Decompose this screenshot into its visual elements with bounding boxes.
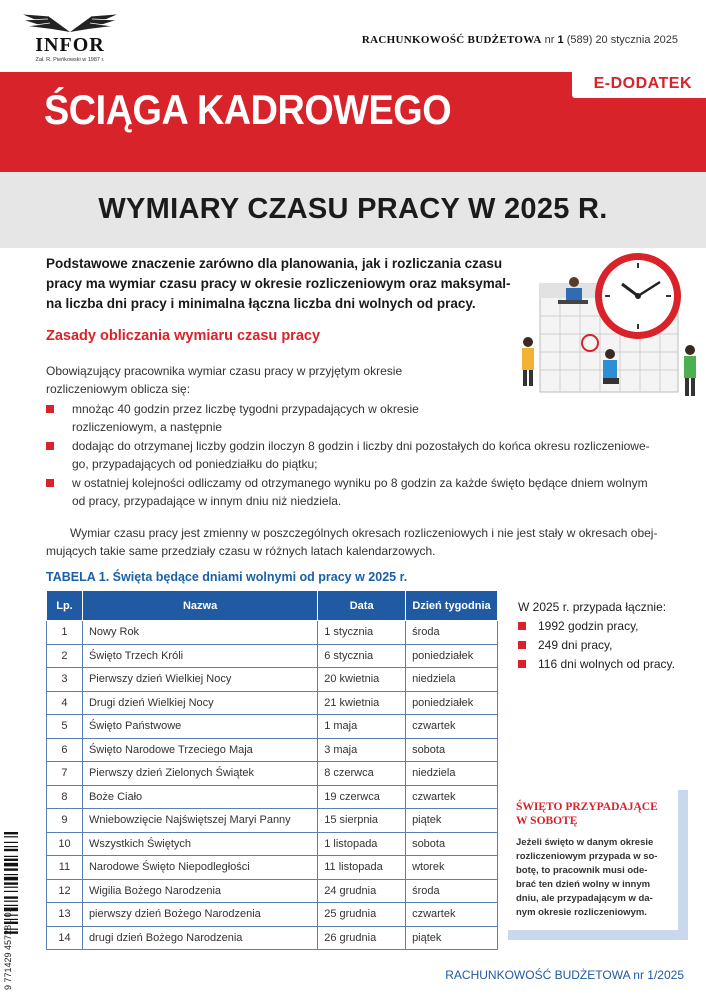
summary-lead: W 2025 r. przypada łącznie: — [518, 600, 667, 614]
section-heading: Zasady obliczania wymiaru czasu pracy — [46, 328, 321, 344]
cell-weekday: czwartek — [406, 715, 498, 739]
footer-publication: RACHUNKOWOŚĆ BUDŻETOWA — [445, 968, 630, 982]
cell-date: 1 listopada — [318, 832, 406, 856]
box-heading — [516, 800, 676, 828]
box-text-line: Jeżeli święto w danym okresie — [516, 837, 654, 848]
cell-name: Święto Narodowe Trzeciego Maja — [82, 738, 317, 762]
clock-icon — [595, 253, 681, 339]
table-row — [47, 926, 498, 950]
cell-name: Wszystkich Świętych — [82, 832, 317, 856]
cell-date: 6 stycznia — [318, 644, 406, 668]
cell-name: Święto Trzech Króli — [82, 644, 317, 668]
logo-subtitle: Zał. R. Pieńkowski w 1987 r. — [35, 57, 105, 63]
list-item-line: w ostatniej kolejności odliczamy od otrzymanego wyniku po 8 godzin za każde święto będące dniem wolnym — [72, 476, 648, 490]
table-row — [47, 856, 498, 880]
box-text-line: botę, to pracownik musi ode- — [516, 865, 648, 876]
cell-weekday: poniedziałek — [406, 644, 498, 668]
cell-name: Wniebowzięcie Najświętszej Maryi Panny — [82, 809, 317, 833]
list-item-line: dodając do otrzymanej liczby godzin iloczyn 8 godzin i liczby dni pozostałych do końca okresu rozliczeniowe- — [72, 439, 650, 453]
lead-line: Obowiązujący pracownika wymiar czasu pracy w przyjętym okresie — [46, 364, 403, 378]
cell-lp: 5 — [47, 715, 83, 739]
cell-date: 19 czerwca — [318, 785, 406, 809]
box-text-line: rozliczeniowym przypada w so- — [516, 851, 658, 862]
cell-lp: 1 — [47, 621, 83, 645]
table-body — [47, 621, 498, 950]
intro-paragraph — [46, 254, 532, 314]
para-line: mujących takie same przedziały czasu w różnych latach kalendarzowych. — [46, 544, 436, 558]
eagle-icon — [18, 12, 122, 34]
holidays-table — [46, 590, 498, 950]
table-row — [47, 621, 498, 645]
table-row — [47, 715, 498, 739]
list-item-line: mnożąc 40 godzin przez liczbę tygodni przypadających w okresie — [72, 402, 419, 416]
lead-line: rozliczeniowym oblicza się: — [46, 382, 191, 396]
barcode-number — [0, 830, 14, 995]
table-row — [47, 903, 498, 927]
clock-calendar-illustration — [510, 250, 706, 412]
cell-date: 1 stycznia — [318, 621, 406, 645]
cell-weekday: czwartek — [406, 903, 498, 927]
list-item — [46, 437, 686, 473]
cell-weekday: sobota — [406, 738, 498, 762]
table-header-row — [47, 591, 498, 621]
box-text-line: brać ten dzień wolny w innym — [516, 879, 651, 890]
cell-name: Pierwszy dzień Zielonych Świątek — [82, 762, 317, 786]
table-title: TABELA 1. Święta będące dniami wolnymi od pracy w 2025 r. — [46, 570, 408, 584]
cell-weekday: piątek — [406, 926, 498, 950]
cell-weekday: niedziela — [406, 762, 498, 786]
cell-name: Święto Państwowe — [82, 715, 317, 739]
list-item — [46, 474, 686, 510]
intro-line: pracy ma wymiar czasu pracy w okresie rozliczeniowym oraz maksymal- — [46, 276, 511, 291]
issue-date: 20 stycznia 2025 — [595, 34, 678, 46]
cell-date: 3 maja — [318, 738, 406, 762]
issue-seq: (589) — [566, 34, 593, 46]
cell-lp: 14 — [47, 926, 83, 950]
col-header-lp: Lp. — [47, 591, 83, 621]
cell-date: 8 czerwca — [318, 762, 406, 786]
publication-name: RACHUNKOWOŚĆ BUDŻETOWA — [361, 34, 542, 46]
list-item — [46, 400, 686, 436]
cell-date: 24 grudnia — [318, 879, 406, 903]
cell-weekday: środa — [406, 621, 498, 645]
intro-line: Podstawowe znaczenie zarówno dla planowania, jak i rozliczania czasu — [46, 256, 503, 271]
cell-name: Boże Ciało — [82, 785, 317, 809]
cell-date: 25 grudnia — [318, 903, 406, 927]
cell-weekday: czwartek — [406, 785, 498, 809]
cell-lp: 11 — [47, 856, 83, 880]
logo-text: INFOR — [35, 34, 105, 56]
cell-weekday: środa — [406, 879, 498, 903]
issue-number: 1 — [557, 34, 564, 46]
saturday-holiday-box — [508, 790, 688, 940]
main-title: ŚCIĄGA KADROWEGO — [44, 86, 452, 133]
cell-date: 15 sierpnia — [318, 809, 406, 833]
summary-item: 116 dni wolnych od pracy. — [518, 655, 698, 674]
list-item-line: od pracy, przypadające w innym dniu niż niedziela. — [72, 494, 342, 508]
cell-date: 20 kwietnia — [318, 668, 406, 692]
cell-weekday: sobota — [406, 832, 498, 856]
edodatek-label: E-DODATEK — [593, 75, 692, 92]
list-item-line: rozliczeniowym, a następnie — [72, 420, 223, 434]
section-lead — [46, 362, 516, 398]
cell-lp: 13 — [47, 903, 83, 927]
table-row — [47, 691, 498, 715]
col-header-weekday: Dzień tygodnia — [406, 591, 498, 621]
box-heading-line: W SOBOTĘ — [516, 815, 578, 827]
table-row — [47, 738, 498, 762]
yearly-summary — [518, 598, 698, 674]
list-item-line: go, przypadających od poniedziałku do piątku; — [72, 457, 318, 471]
footer-issue: nr 1/2025 — [633, 968, 684, 982]
cell-weekday: niedziela — [406, 668, 498, 692]
cell-name: pierwszy dzień Bożego Narodzenia — [82, 903, 317, 927]
intro-line: na liczba dni pracy i minimalna łączna liczba dni wolnych od pracy. — [46, 296, 476, 311]
variable-time-paragraph — [46, 524, 686, 560]
box-heading-line: ŚWIĘTO PRZYPADAJĄCE — [516, 801, 658, 813]
cell-lp: 10 — [47, 832, 83, 856]
issue-info — [362, 34, 678, 46]
box-text-line: nym okresie rozliczeniowym. — [516, 907, 647, 918]
table-row — [47, 668, 498, 692]
para-line: Wymiar czasu pracy jest zmienny w poszczególnych okresach rozliczeniowych i nie jest stały w okresach obej- — [70, 526, 658, 540]
table-row — [47, 879, 498, 903]
cell-lp: 9 — [47, 809, 83, 833]
cell-lp: 3 — [47, 668, 83, 692]
subtitle: WYMIARY CZASU PRACY W 2025 R. — [98, 193, 608, 225]
cell-date: 11 listopada — [318, 856, 406, 880]
issue-nr-label: nr — [544, 34, 555, 46]
cell-lp: 6 — [47, 738, 83, 762]
cell-date: 26 grudnia — [318, 926, 406, 950]
cell-name: Nowy Rok — [82, 621, 317, 645]
col-header-date: Data — [318, 591, 406, 621]
box-text-line: dniu, ale przypadającym w da- — [516, 893, 653, 904]
cell-lp: 2 — [47, 644, 83, 668]
table-row — [47, 785, 498, 809]
cell-name: Pierwszy dzień Wielkiej Nocy — [82, 668, 317, 692]
table-row — [47, 644, 498, 668]
cell-weekday: piątek — [406, 809, 498, 833]
cell-name: drugi dzień Bożego Narodzenia — [82, 926, 317, 950]
cell-date: 1 maja — [318, 715, 406, 739]
col-header-name: Nazwa — [82, 591, 317, 621]
cell-name: Narodowe Święto Niepodległości — [82, 856, 317, 880]
table-row — [47, 809, 498, 833]
cell-date: 21 kwietnia — [318, 691, 406, 715]
page-footer — [445, 968, 684, 982]
cell-name: Drugi dzień Wielkiej Nocy — [82, 691, 317, 715]
cell-lp: 8 — [47, 785, 83, 809]
summary-item: 249 dni pracy, — [518, 636, 698, 655]
cell-name: Wigilia Bożego Narodzenia — [82, 879, 317, 903]
calculation-rules-list — [46, 400, 686, 511]
box-text — [516, 836, 676, 920]
cell-weekday: poniedziałek — [406, 691, 498, 715]
cell-lp: 12 — [47, 879, 83, 903]
cell-lp: 4 — [47, 691, 83, 715]
infor-logo — [16, 12, 124, 64]
summary-item: 1992 godzin pracy, — [518, 617, 698, 636]
table-row — [47, 832, 498, 856]
barcode-number-text: 9 771429 457281 01 — [3, 907, 13, 990]
table-row — [47, 762, 498, 786]
cell-weekday: wtorek — [406, 856, 498, 880]
cell-lp: 7 — [47, 762, 83, 786]
